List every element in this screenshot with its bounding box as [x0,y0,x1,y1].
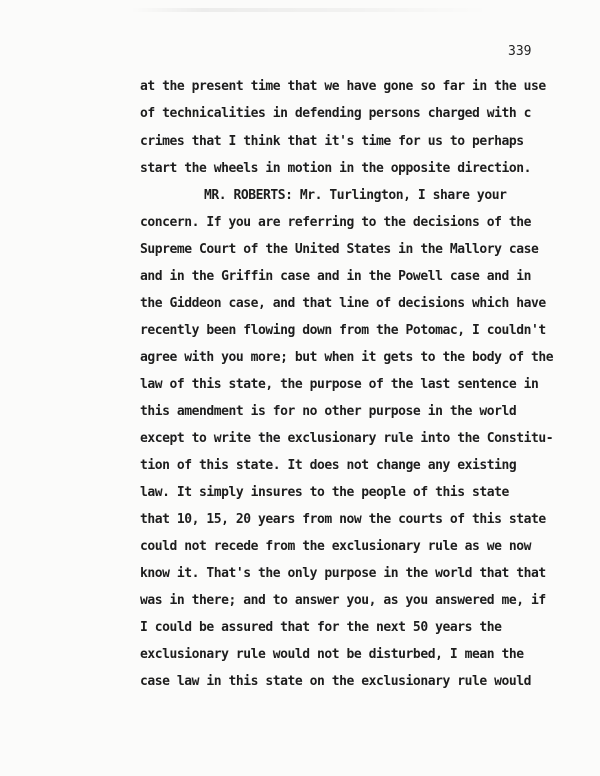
text-line: concern. If you are referring to the decisions of the [140,215,531,230]
speaker-line: MR. ROBERTS: Mr. Turlington, I share your [204,188,507,203]
text-line: start the wheels in motion in the opposite direction. [140,161,531,176]
text-line: except to write the exclusionary rule into the Constitu- [140,431,554,446]
text-line: tion of this state. It does not change any existing [140,458,517,473]
text-line: this amendment is for no other purpose in the world [140,404,517,419]
text-line: the Giddeon case, and that line of decisions which have [140,296,546,311]
text-line: case law in this state on the exclusionary rule would [140,674,531,689]
text-line: crimes that I think that it's time for us to perhaps [140,134,524,149]
text-line: was in there; and to answer you, as you answered me, if [140,593,546,608]
text-line: that 10, 15, 20 years from now the courts of this state [140,512,546,527]
text-line: agree with you more; but when it gets to the body of the [140,350,554,365]
text-line: Supreme Court of the United States in the Mallory case [140,242,539,257]
text-line: and in the Griffin case and in the Powell case and in [140,269,531,284]
text-line: law of this state, the purpose of the last sentence in [140,377,539,392]
text-line: of technicalities in defending persons charged with c [140,106,531,121]
text-line: I could be assured that for the next 50 years the [140,620,502,635]
text-line: recently been flowing down from the Potomac, I couldn't [140,323,546,338]
text-line: at the present time that we have gone so far in the use [140,79,546,94]
text-line: law. It simply insures to the people of this state [140,485,509,500]
text-line: exclusionary rule would not be disturbed, I mean the [140,647,524,662]
page-number: 339 [508,44,532,59]
text-line: know it. That's the only purpose in the world that that [140,566,546,581]
text-line: could not recede from the exclusionary rule as we now [140,539,531,554]
